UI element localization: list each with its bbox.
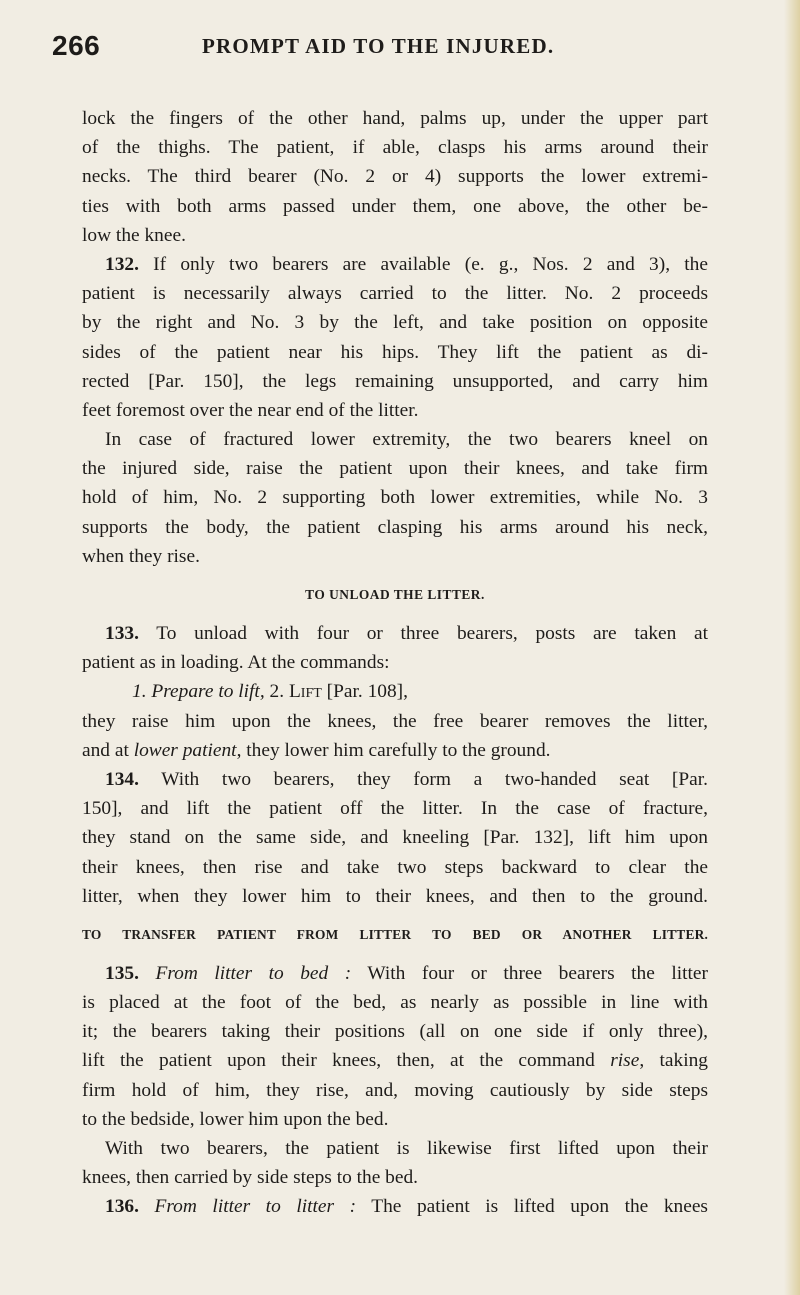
running-title: PROMPT AID TO THE INJURED. <box>202 34 555 58</box>
section-heading: TO UNLOAD THE LITTER. <box>305 587 485 602</box>
emphasis-lower-patient: lower patient <box>133 739 237 761</box>
text-line: their knees, then rise and take two steps backward to clear the <box>82 856 708 878</box>
text-line: rected [Par. 150], the legs remaining unsupported, and carry him <box>82 370 708 392</box>
command-prepare: 1. Prepare to lift, <box>132 681 265 703</box>
command-lift: Lift <box>288 681 322 703</box>
paragraph-number: 135. <box>105 962 139 984</box>
page-edge <box>784 0 800 1295</box>
page-number: 266 <box>52 30 101 61</box>
text-line: by the right and No. 3 by the left, and take position on opposite <box>82 312 708 334</box>
body-text <box>82 104 708 1222</box>
text-line: patient as in loading. At the commands: <box>82 652 390 674</box>
text-line: supports the body, the patient clasping his arms around his neck, <box>82 516 708 538</box>
text-line: 136. From litter to litter : The patient is lifted upon the knees <box>105 1196 708 1218</box>
emphasis-rise: rise <box>610 1050 640 1072</box>
text-line: 150], and lift the patient off the litter. In the case of fracture, <box>82 798 708 820</box>
text-line: and at lower patient, they lower him carefully to the ground. <box>82 739 551 761</box>
text-line: it; the bearers taking their positions (all on one side if only three), <box>82 1021 708 1043</box>
text-line: to the bedside, lower him upon the bed. <box>82 1108 389 1130</box>
command-line: 1. Prepare to lift, 2. Lift [Par. 108], <box>132 681 408 703</box>
text-line: necks. The third bearer (No. 2 or 4) supports the lower extremi- <box>82 166 708 188</box>
text-line: lock the fingers of the other hand, palms up, under the upper part <box>82 108 708 129</box>
text-line: sides of the patient near his hips. They lift the patient as di- <box>82 341 708 363</box>
text-line: the injured side, raise the patient upon their knees, and take firm <box>82 458 708 480</box>
paragraph-number: 132. <box>105 253 139 275</box>
text-line: litter, when they lower him to their knees, and then to the ground. <box>82 885 708 907</box>
emphasis-from-litter-to-bed: From litter to bed : <box>155 962 352 984</box>
text-line: In case of fractured lower extremity, the two bearers kneel on <box>105 429 708 451</box>
paragraph-number: 136. <box>105 1196 139 1218</box>
text-line: 135. From litter to bed : With four or three bearers the litter <box>105 962 708 984</box>
text-line: of the thighs. The patient, if able, clasps his arms around their <box>82 137 708 159</box>
text-line: knees, then carried by side steps to the bed. <box>82 1167 419 1189</box>
text-line: they raise him upon the knees, the free bearer removes the litter, <box>82 710 708 732</box>
paragraph-number: 133. <box>105 623 139 644</box>
text-line: ties with both arms passed under them, one above, the other be- <box>82 195 708 217</box>
text-line: feet foremost over the near end of the litter. <box>82 399 419 421</box>
text-line: With two bearers, the patient is likewise first lifted upon their <box>105 1138 708 1159</box>
text-line: 134. With two bearers, they form a two-handed seat [Par. <box>105 768 708 790</box>
section-heading: TO TRANSFER PATIENT FROM LITTER TO BED OR ANOTHER LITTER. <box>82 926 708 942</box>
text-line: low the knee. <box>82 224 186 246</box>
text-line: when they rise. <box>82 545 200 567</box>
emphasis-from-litter-to-litter: From litter to litter : <box>154 1196 357 1218</box>
text-line: lift the patient upon their knees, then, at the command rise, taking <box>82 1050 708 1072</box>
running-head <box>52 28 732 68</box>
text-line: 132. If only two bearers are available (e. g., Nos. 2 and 3), the <box>105 253 708 275</box>
text-line: is placed at the foot of the bed, as nearly as possible in line with <box>82 992 708 1014</box>
text-line: patient is necessarily always carried to the litter. No. 2 proceeds <box>82 283 708 305</box>
text-line: 133. To unload with four or three bearers, posts are taken at <box>105 623 708 644</box>
text-line: they stand on the same side, and kneeling [Par. 132], lift him upon <box>82 827 708 849</box>
text-line: hold of him, No. 2 supporting both lower extremities, while No. 3 <box>82 487 708 509</box>
paragraph-number: 134. <box>105 768 139 790</box>
text-line: firm hold of him, they rise, and, moving cautiously by side steps <box>82 1079 708 1101</box>
